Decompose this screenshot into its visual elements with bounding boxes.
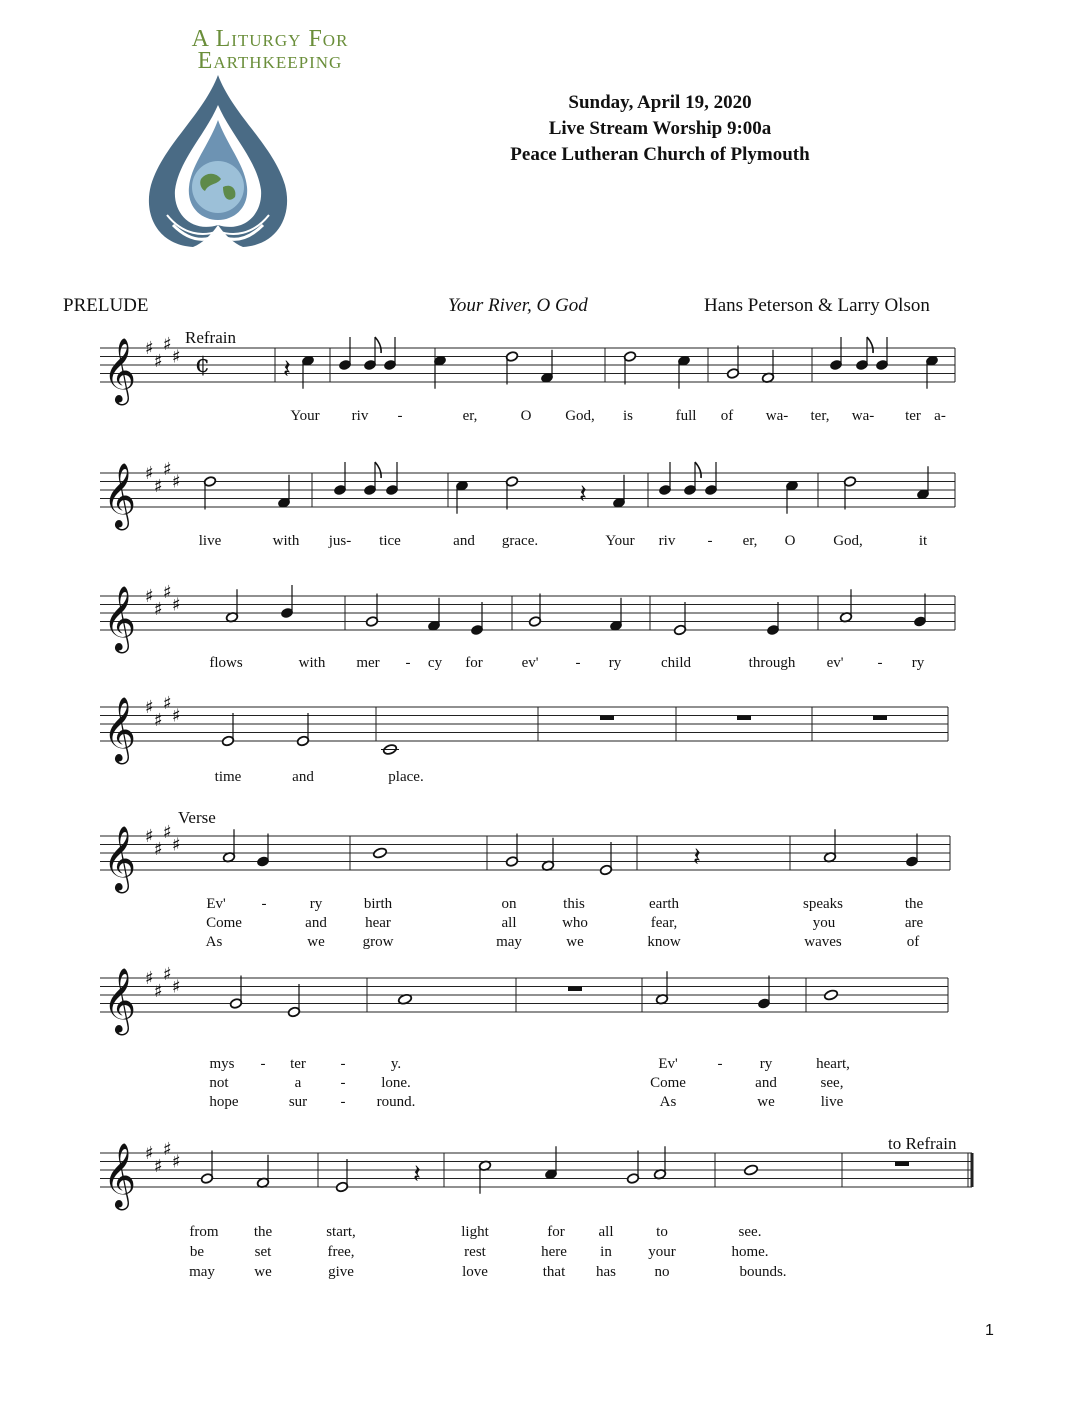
lyric-syllable: God, (833, 533, 863, 549)
lyric-syllable: grace. (501, 533, 539, 549)
half-note (626, 1151, 639, 1185)
sharp-icon: ♯ (145, 697, 154, 718)
lyric-syllable: with (298, 655, 326, 671)
sharp-icon: ♯ (154, 598, 163, 620)
lyric-syllable: Come (206, 915, 242, 931)
lyric-syllable: all (598, 1224, 614, 1240)
lyric-syllable: all (501, 915, 517, 931)
lyric-syllable: who (562, 915, 588, 931)
lyric-syllable: place. (388, 769, 424, 785)
lyric-syllable: - (707, 533, 713, 549)
lyric-syllable: we (757, 1094, 775, 1110)
church-name: Peace Lutheran Church of Plymouth (510, 144, 810, 165)
lyric-syllable: wa- (851, 408, 875, 424)
lyric-syllable: home. (731, 1244, 769, 1260)
lyric-syllable: flows (209, 655, 243, 671)
sharp-icon: ♯ (172, 976, 181, 998)
lyric-syllable: may (496, 934, 522, 950)
sharp-icon: ♯ (163, 1138, 172, 1160)
lyric-syllable: - (877, 655, 883, 671)
lyric-syllable: ev' (826, 655, 844, 671)
lyric-syllable: ry (759, 1056, 773, 1072)
lyric-syllable: of (906, 934, 920, 950)
whole-note (744, 1164, 759, 1176)
lyric-syllable: and (292, 769, 314, 785)
half-note (478, 1160, 491, 1194)
lyric-syllable: here (541, 1244, 567, 1260)
lyric-syllable: with (272, 533, 300, 549)
lyric-syllable: heart, (816, 1056, 850, 1072)
lyric-syllable: free, (327, 1244, 355, 1260)
sharp-icon: ♯ (145, 463, 154, 484)
lyric-syllable: ry (911, 655, 925, 671)
logo-title-line1: A Liturgy For (191, 26, 349, 52)
lyric-syllable: the (253, 1224, 273, 1240)
lyric-syllable: full (675, 408, 697, 424)
quarter-rest: 𝄽 (693, 842, 701, 873)
lyric-syllable: - (397, 408, 403, 424)
lyric-syllable: is (622, 408, 634, 424)
lyric-syllable: are (904, 915, 924, 931)
lyric-syllable: we (254, 1264, 272, 1280)
lyric-syllable: O (784, 533, 796, 549)
lyric-syllable: we (566, 934, 584, 950)
sharp-icon: ♯ (172, 594, 181, 616)
lyric-syllable: er, (742, 533, 758, 549)
lyric-syllable: through (748, 655, 796, 671)
lyric-syllable: As (205, 934, 223, 950)
lyric-syllable: live (198, 533, 222, 549)
lyric-syllable: riv (658, 533, 676, 549)
sharp-icon: ♯ (154, 475, 163, 497)
sharp-icon: ♯ (145, 1143, 154, 1164)
lyric-syllable: on (501, 896, 517, 912)
lyric-syllable: riv (351, 408, 369, 424)
lyric-syllable: - (340, 1075, 346, 1091)
service-title: Live Stream Worship 9:00a (548, 118, 772, 139)
lyric-syllable: see, (820, 1075, 844, 1091)
lyric-syllable: rest (464, 1244, 486, 1260)
lyric-syllable: ry (309, 896, 323, 912)
lyric-syllable: - (405, 655, 411, 671)
half-note (335, 1159, 348, 1193)
refrain-label: Refrain (185, 328, 236, 347)
lyric-syllable: grow (362, 934, 394, 950)
lyric-syllable: - (575, 655, 581, 671)
lyric-syllable: no (654, 1264, 670, 1280)
lyric-syllable: round. (376, 1094, 416, 1110)
lyric-syllable: be (189, 1244, 205, 1260)
treble-clef-icon: 𝄞 (103, 463, 137, 528)
lyric-syllable: live (820, 1094, 844, 1110)
lyric-syllable: your (648, 1244, 676, 1260)
sharp-icon: ♯ (163, 458, 172, 480)
lyric-syllable: - (340, 1094, 346, 1110)
quarter-rest: 𝄽 (579, 479, 587, 510)
lyric-syllable: - (717, 1056, 723, 1072)
lyric-syllable: know (647, 934, 681, 950)
sharp-icon: ♯ (154, 980, 163, 1002)
sharp-icon: ♯ (154, 709, 163, 731)
lyric-syllable: Your (605, 533, 635, 549)
lyric-syllable: earth (649, 896, 679, 912)
prelude-label: PRELUDE (63, 295, 149, 316)
lyric-syllable: this (563, 896, 585, 912)
quarter-rest: 𝄽 (413, 1159, 421, 1190)
lyric-syllable: light (461, 1224, 489, 1240)
sharp-icon: ♯ (163, 333, 172, 355)
lyric-syllable: the (904, 896, 924, 912)
lyric-syllable: birth (363, 896, 393, 912)
quarter-note (544, 1146, 557, 1180)
lyric-syllable: a (294, 1075, 302, 1091)
lyric-syllable: for (547, 1224, 565, 1240)
sharp-icon: ♯ (154, 350, 163, 372)
lyric-syllable: waves (804, 934, 842, 950)
lyric-syllable: that (542, 1264, 566, 1280)
lyric-syllable: it (918, 533, 928, 549)
verse-label: Verse (178, 808, 216, 827)
lyric-syllable: love (462, 1264, 488, 1280)
lyric-syllable: may (189, 1264, 215, 1280)
lyric-syllable: see. (738, 1224, 762, 1240)
lyric-syllable: - (261, 896, 267, 912)
lyric-syllable: fear, (650, 915, 678, 931)
prelude-title: Your River, O God (448, 295, 588, 316)
lyric-syllable: Ev' (658, 1056, 678, 1072)
logo-title-line2: Earthkeeping (197, 48, 343, 74)
lyric-syllable: for (465, 655, 483, 671)
half-note (256, 1155, 269, 1189)
lyric-syllable: set (254, 1244, 272, 1260)
lyric-syllable: As (659, 1094, 677, 1110)
lyric-syllable: Ev' (206, 896, 226, 912)
prelude-composers: Hans Peterson & Larry Olson (704, 295, 930, 316)
lyric-syllable: - (340, 1056, 346, 1072)
lyric-syllable: lone. (381, 1075, 411, 1091)
lyric-syllable: God, (565, 408, 595, 424)
lyric-syllable: ter (290, 1056, 306, 1072)
lyric-syllable: Your (290, 408, 320, 424)
half-note (653, 1146, 666, 1180)
sharp-icon: ♯ (172, 834, 181, 856)
lyric-syllable: has (596, 1264, 616, 1280)
lyric-syllable: - (260, 1056, 266, 1072)
lyric-syllable: hear (365, 915, 391, 931)
lyric-syllable: ry (608, 655, 622, 671)
lyric-syllable: hope (209, 1094, 239, 1110)
treble-clef-icon: 𝄞 (103, 826, 137, 891)
lyric-syllable: time (214, 769, 242, 785)
lyric-syllable: y. (390, 1056, 402, 1072)
sharp-icon: ♯ (172, 1151, 181, 1173)
lyric-syllable: sur (288, 1094, 308, 1110)
lyric-syllable: ter, (810, 408, 830, 424)
lyric-syllable: O (520, 408, 532, 424)
lyric-syllable: start, (326, 1224, 356, 1240)
treble-clef-icon: 𝄞 (103, 586, 137, 651)
to-refrain-label: to Refrain (888, 1134, 957, 1153)
sharp-icon: ♯ (145, 586, 154, 607)
lyric-syllable: and (305, 915, 327, 931)
whole-rest (895, 1162, 909, 1167)
sharp-icon: ♯ (172, 705, 181, 727)
sharp-icon: ♯ (163, 581, 172, 603)
sharp-icon: ♯ (154, 1155, 163, 1177)
quarter-rest: 𝄽 (283, 354, 291, 385)
sharp-icon: ♯ (163, 692, 172, 714)
lyric-syllable: from (189, 1224, 219, 1240)
sharp-icon: ♯ (145, 826, 154, 847)
lyric-syllable: speaks (803, 896, 843, 912)
sharp-icon: ♯ (145, 338, 154, 359)
lyric-syllable: child (661, 655, 691, 671)
treble-clef-icon: 𝄞 (103, 1143, 137, 1208)
lyric-syllable: not (209, 1075, 229, 1091)
cut-time-icon: ¢ (195, 350, 211, 378)
sharp-icon: ♯ (163, 821, 172, 843)
lyric-syllable: and (755, 1075, 777, 1091)
lyric-syllable: Come (650, 1075, 686, 1091)
treble-clef-icon: 𝄞 (103, 968, 137, 1033)
service-date: Sunday, April 19, 2020 (568, 92, 752, 113)
lyric-syllable: and (453, 533, 475, 549)
lyric-syllable: wa- (765, 408, 789, 424)
sharp-icon: ♯ (154, 838, 163, 860)
lyric-syllable: tice (379, 533, 401, 549)
page-number: 1 (985, 1322, 994, 1339)
lyric-syllable: jus- (328, 533, 352, 549)
sharp-icon: ♯ (172, 346, 181, 368)
lyric-syllable: bounds. (739, 1264, 787, 1280)
lyric-syllable: of (720, 408, 734, 424)
half-note (200, 1151, 213, 1185)
lyric-syllable: cy (427, 655, 443, 671)
lyric-syllable: we (307, 934, 325, 950)
lyric-syllable: give (328, 1264, 354, 1280)
treble-clef-icon: 𝄞 (103, 697, 137, 762)
lyric-syllable: er, (462, 408, 478, 424)
lyric-syllable: in (600, 1244, 612, 1260)
lyric-syllable: to (656, 1224, 668, 1240)
lyric-syllable: ter (905, 408, 921, 424)
lyric-syllable: a- (934, 408, 946, 424)
lyric-syllable: mys (209, 1056, 235, 1072)
sharp-icon: ♯ (172, 471, 181, 493)
sharp-icon: ♯ (163, 963, 172, 985)
lyric-syllable: you (812, 915, 836, 931)
lyric-syllable: ev' (521, 655, 539, 671)
lyric-syllable: mer (356, 655, 380, 671)
treble-clef-icon: 𝄞 (103, 338, 137, 403)
sharp-icon: ♯ (145, 968, 154, 989)
